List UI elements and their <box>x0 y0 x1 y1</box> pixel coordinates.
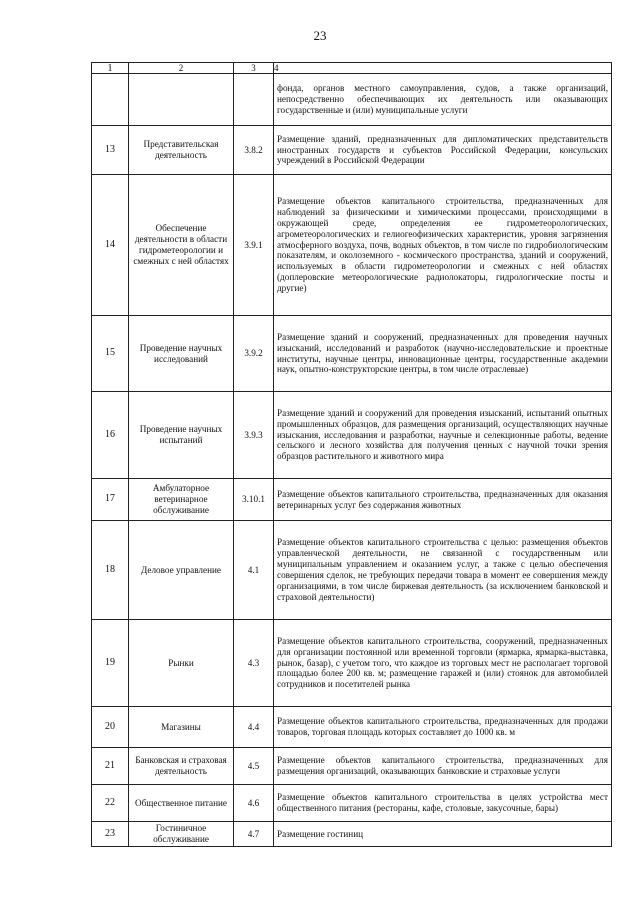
row-name: Магазины <box>129 707 234 748</box>
header-col-2: 2 <box>129 63 234 74</box>
row-number: 17 <box>92 479 129 521</box>
row-name: Рынки <box>129 620 234 707</box>
row-code: 3.8.2 <box>234 126 274 175</box>
row-name: Банковская и страховая деятельность <box>129 748 234 785</box>
table-row <box>92 822 612 847</box>
row-description: фонда, органов местного самоуправления, судов, а также организаций, непосредственно обеспечивающих их деятельность или оказывающих государственные и (или) муниципальные услуги <box>274 74 612 126</box>
row-description: Размещение зданий, предназначенных для дипломатических представительств иностранных государств и субъектов Российской Федерации, консульских учреждений в Российской Федерации <box>274 126 612 175</box>
row-description: Размещение объектов капитального строительства, сооружений, предназначенных для организации постоянной или временной торговли (ярмарка, ярмарка-выставка, рынок, базар), с учетом того, что каждое из торговых мест не располагает торговой площадью более 200 кв. м; размещение гаражей и (или) стоянок для автомобилей сотрудников и посетителей рынка <box>274 620 612 707</box>
table-row <box>92 316 612 392</box>
page-number: 23 <box>313 28 327 43</box>
row-number <box>92 74 129 126</box>
row-code: 4.5 <box>234 748 274 785</box>
row-number: 19 <box>92 620 129 707</box>
row-number: 16 <box>92 392 129 479</box>
row-name: Деловое управление <box>129 521 234 620</box>
row-name <box>129 74 234 126</box>
row-number: 15 <box>92 316 129 392</box>
row-name: Представительская деятельность <box>129 126 234 175</box>
table-row <box>92 175 612 316</box>
row-description: Размещение объектов капитального строительства, предназначенных для продажи товаров, торговая площадь которых составляет до 1000 кв. м <box>274 707 612 748</box>
row-description: Размещение объектов капитального строительства, предназначенных для наблюдений за физическими и химическими процессами, происходящими в окружающей среде, определения ее гидрометеорологических, агрометеорологических и гелиогеофизических характеристик, уровня загрязнения атмосферного воздуха, почв, водных объектов, в том числе по гидробиологическим показателям, и околоземного - космического пространства, зданий и сооружений, используемых в области гидрометеорологии и смежных с ней областях (доплеровские метеорологические радиолокаторы, гидрологические посты и другие) <box>274 175 612 316</box>
row-description: Размещение объектов капитального строительства в целях устройства мест общественного питания (рестораны, кафе, столовые, закусочные, бары) <box>274 785 612 822</box>
table-row <box>92 785 612 822</box>
row-number: 18 <box>92 521 129 620</box>
row-name: Проведение научных испытаний <box>129 392 234 479</box>
row-number: 14 <box>92 175 129 316</box>
row-number: 13 <box>92 126 129 175</box>
row-name: Обеспечение деятельности в области гидрометеорологии и смежных с ней областях <box>129 175 234 316</box>
table-row <box>92 126 612 175</box>
row-code: 3.10.1 <box>234 479 274 521</box>
row-description: Размещение объектов капитального строительства, предназначенных для оказания ветеринарных услуг без содержания животных <box>274 479 612 521</box>
row-code: 4.6 <box>234 785 274 822</box>
row-code: 3.9.3 <box>234 392 274 479</box>
row-code: 4.3 <box>234 620 274 707</box>
table-header-row <box>92 63 612 74</box>
table-row <box>92 74 612 126</box>
row-code: 4.7 <box>234 822 274 847</box>
row-name: Гостиничное обслуживание <box>129 822 234 847</box>
row-name: Общественное питание <box>129 785 234 822</box>
table-row <box>92 521 612 620</box>
row-code <box>234 74 274 126</box>
table-row <box>92 479 612 521</box>
row-description: Размещение зданий и сооружений, предназначенных для проведения научных изысканий, исследований и разработок (научно-исследовательские и проектные институты, научные центры, инновационные центры, государственные академии наук, опытно-конструкторские центры, в том числе отраслевые) <box>274 316 612 392</box>
row-description: Размещение объектов капитального строительства с целью: размещения объектов управленческой деятельности, не связанной с государственным или муниципальным управлением и оказанием услуг, а также с целью обеспечения совершения сделок, не требующих передачи товара в момент ее совершения между организациями, в том числе биржевая деятельность (за исключением банковской и страховой деятельности) <box>274 521 612 620</box>
row-number: 23 <box>92 822 129 847</box>
row-code: 3.9.2 <box>234 316 274 392</box>
table-row <box>92 620 612 707</box>
land-use-table <box>91 62 612 847</box>
table-row <box>92 392 612 479</box>
header-col-1: 1 <box>92 63 129 74</box>
row-code: 3.9.1 <box>234 175 274 316</box>
row-number: 22 <box>92 785 129 822</box>
table-row <box>92 707 612 748</box>
header-col-3: 3 <box>234 63 274 74</box>
header-col-4: 4 <box>274 63 612 74</box>
row-code: 4.4 <box>234 707 274 748</box>
row-number: 20 <box>92 707 129 748</box>
row-description: Размещение зданий и сооружений для проведения изысканий, испытаний опытных промышленных образцов, для размещения организаций, осуществляющих научные изыскания, исследования и разработки, научные и селекционные работы, ведение сельского и лесного хозяйства для получения ценных с научной точки зрения образцов растительного и животного мира <box>274 392 612 479</box>
row-number: 21 <box>92 748 129 785</box>
row-code: 4.1 <box>234 521 274 620</box>
row-name: Проведение научных исследований <box>129 316 234 392</box>
row-description: Размещение гостиниц <box>274 822 612 847</box>
row-name: Амбулаторное ветеринарное обслуживание <box>129 479 234 521</box>
table-row <box>92 748 612 785</box>
row-description: Размещение объектов капитального строительства, предназначенных для размещения организаций, оказывающих банковские и страховые услуги <box>274 748 612 785</box>
